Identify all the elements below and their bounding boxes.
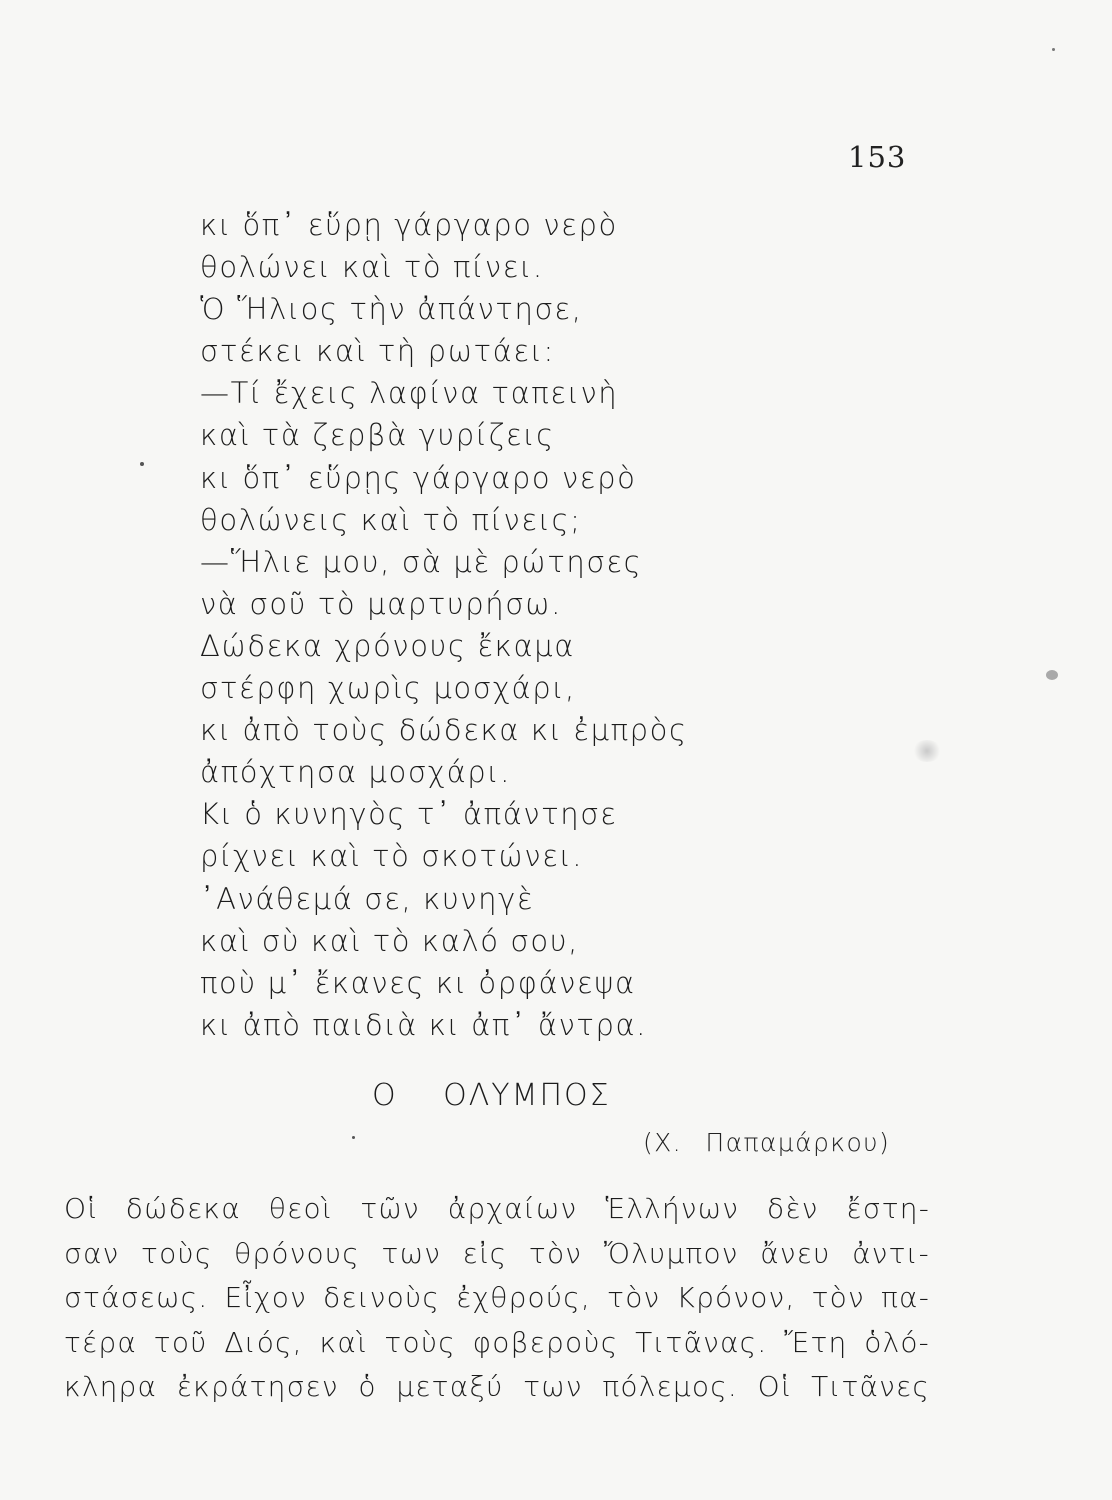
prose-line: στάσεως. Εἶχον δεινοὺς ἐχθρούς, τὸν Κρόνον, τὸν πα-: [64, 1281, 930, 1315]
poem-line: Δώδεκα χρόνους ἔκαμα: [200, 628, 575, 663]
poem-line: θολώνεις καὶ τὸ πίνεις;: [200, 502, 582, 537]
poem-line: κι ἀπὸ παιδιὰ κι ἀπ᾽ ἄντρα.: [200, 1007, 647, 1042]
poem-line: καὶ τὰ ζερβὰ γυρίζεις: [200, 418, 555, 453]
prose-line: κληρα ἐκράτησεν ὁ μεταξύ των πόλεμος. Οἱ Τιτᾶνες: [64, 1370, 930, 1404]
poem-line: στέκει καὶ τὴ ρωτάει:: [200, 334, 555, 369]
poem-line: ᾿Ανάθεμά σε, κυνηγὲ: [200, 881, 535, 916]
poem-line: νὰ σοῦ τὸ μαρτυρήσω.: [200, 586, 562, 621]
section-title: Ο ΟΛΥΜΠΟΣ: [372, 1078, 611, 1113]
paper-speck: [1046, 670, 1058, 680]
poem-line: θολώνει καὶ τὸ πίνει.: [200, 250, 544, 285]
poem-line: ποὺ μ᾽ ἔκανες κι ὀρφάνεψα: [200, 965, 636, 1000]
paper-speck: [352, 1136, 355, 1139]
page-number: 153: [848, 140, 907, 174]
paper-speck: [1052, 48, 1055, 51]
poem-line: στέρφη χωρὶς μοσχάρι,: [200, 671, 576, 706]
poem-line: Ὁ Ἥλιος τὴν ἀπάντησε,: [200, 292, 583, 327]
poem-line: ρίχνει καὶ τὸ σκοτώνει.: [200, 839, 584, 874]
poem-line: κι ὅπ᾽ εὕρῃ γάργαρο νερὸ: [200, 208, 618, 242]
poem-line: ἀπόχτησα μοσχάρι.: [200, 755, 511, 790]
prose-line: σαν τοὺς θρόνους των εἰς τὸν Ὄλυμπον ἄνευ ἀντι-: [64, 1236, 930, 1270]
author-attribution: (Χ. Παπαμάρκου): [643, 1128, 891, 1157]
prose-line: Οἱ δώδεκα θεοὶ τῶν ἀρχαίων Ἑλλήνων δὲν ἔστη-: [64, 1192, 930, 1225]
poem-line: καὶ σὺ καὶ τὸ καλό σου,: [200, 923, 579, 958]
poem-line: κι ἀπὸ τοὺς δώδεκα κι ἐμπρὸς: [200, 713, 688, 748]
paper-speck: [140, 462, 144, 466]
prose-line: τέρα τοῦ Διός, καὶ τοὺς φοβεροὺς Τιτᾶνας. Ἔτη ὁλό-: [64, 1325, 930, 1359]
poem-line: κι ὅπ᾽ εὕρῃς γάργαρο νερὸ: [200, 460, 637, 495]
paper-speck: [912, 740, 942, 762]
poem: [200, 204, 688, 1046]
poem-line: —Τί ἔχεις λαφίνα ταπεινὴ: [200, 376, 619, 411]
poem-line: —Ἥλιε μου, σὰ μὲ ρώτησες: [200, 544, 643, 579]
poem-line: Κι ὁ κυνηγὸς τ᾽ ἀπάντησε: [200, 797, 618, 832]
prose-paragraph: [64, 1187, 930, 1410]
